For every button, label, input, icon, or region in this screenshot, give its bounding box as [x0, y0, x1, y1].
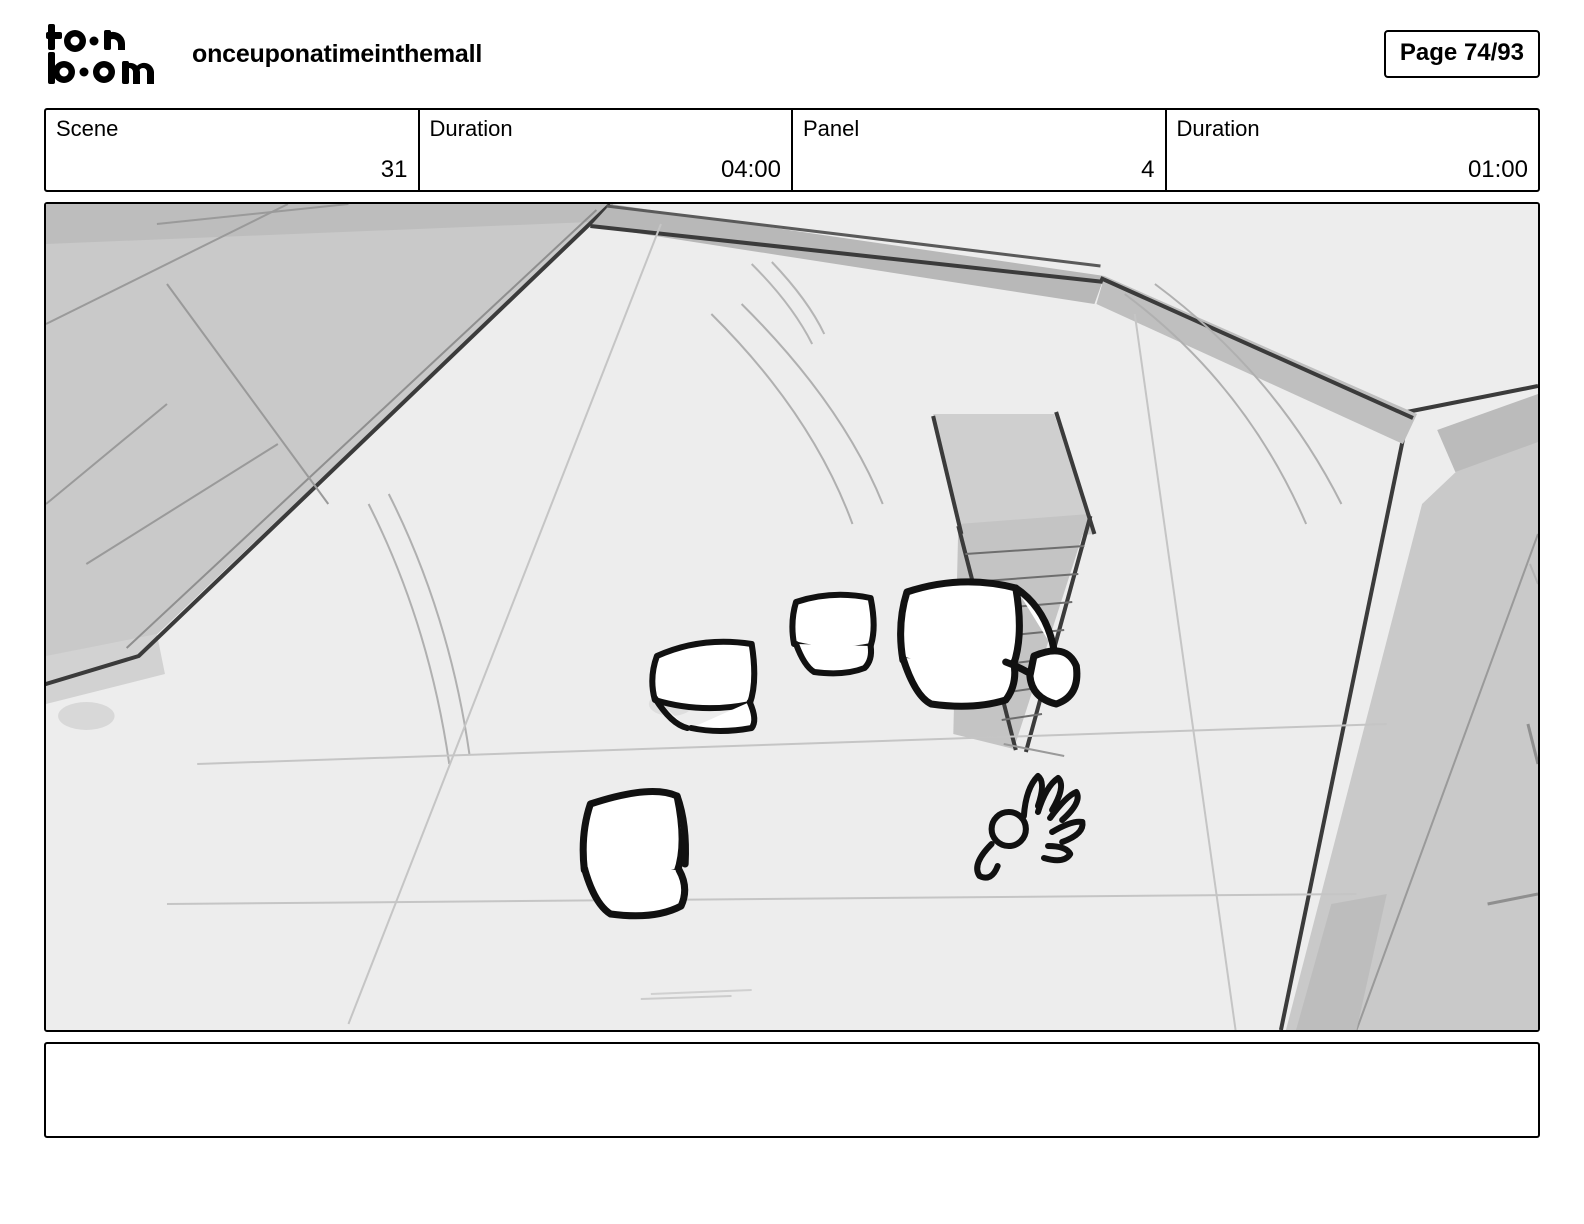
scene-duration-label: Duration	[429, 116, 513, 141]
scene-duration-value: 04:00	[720, 156, 781, 183]
info-cell-panel	[793, 110, 1167, 190]
scene-label: Scene	[56, 116, 119, 141]
project-title: onceuponatimeinthemall	[192, 39, 483, 68]
panel-duration-label: Duration	[1176, 116, 1260, 141]
page-header	[44, 0, 1540, 108]
info-cell-panel-duration	[1167, 110, 1539, 190]
info-cell-scene-duration	[420, 110, 794, 190]
storyboard-panel-image	[46, 204, 1538, 1030]
toon-boom-logo	[46, 22, 170, 86]
panel-label: Panel	[803, 116, 860, 141]
info-cell-scene	[46, 110, 420, 190]
storyboard-panel-frame	[44, 202, 1540, 1032]
panel-notes[interactable]	[44, 1042, 1540, 1138]
scene-value: 31	[380, 156, 408, 183]
panel-value: 4	[1141, 156, 1155, 183]
panel-info-table	[44, 108, 1540, 192]
panel-duration-value: 01:00	[1467, 156, 1528, 183]
page-number-badge: Page 74/93	[1384, 30, 1540, 78]
